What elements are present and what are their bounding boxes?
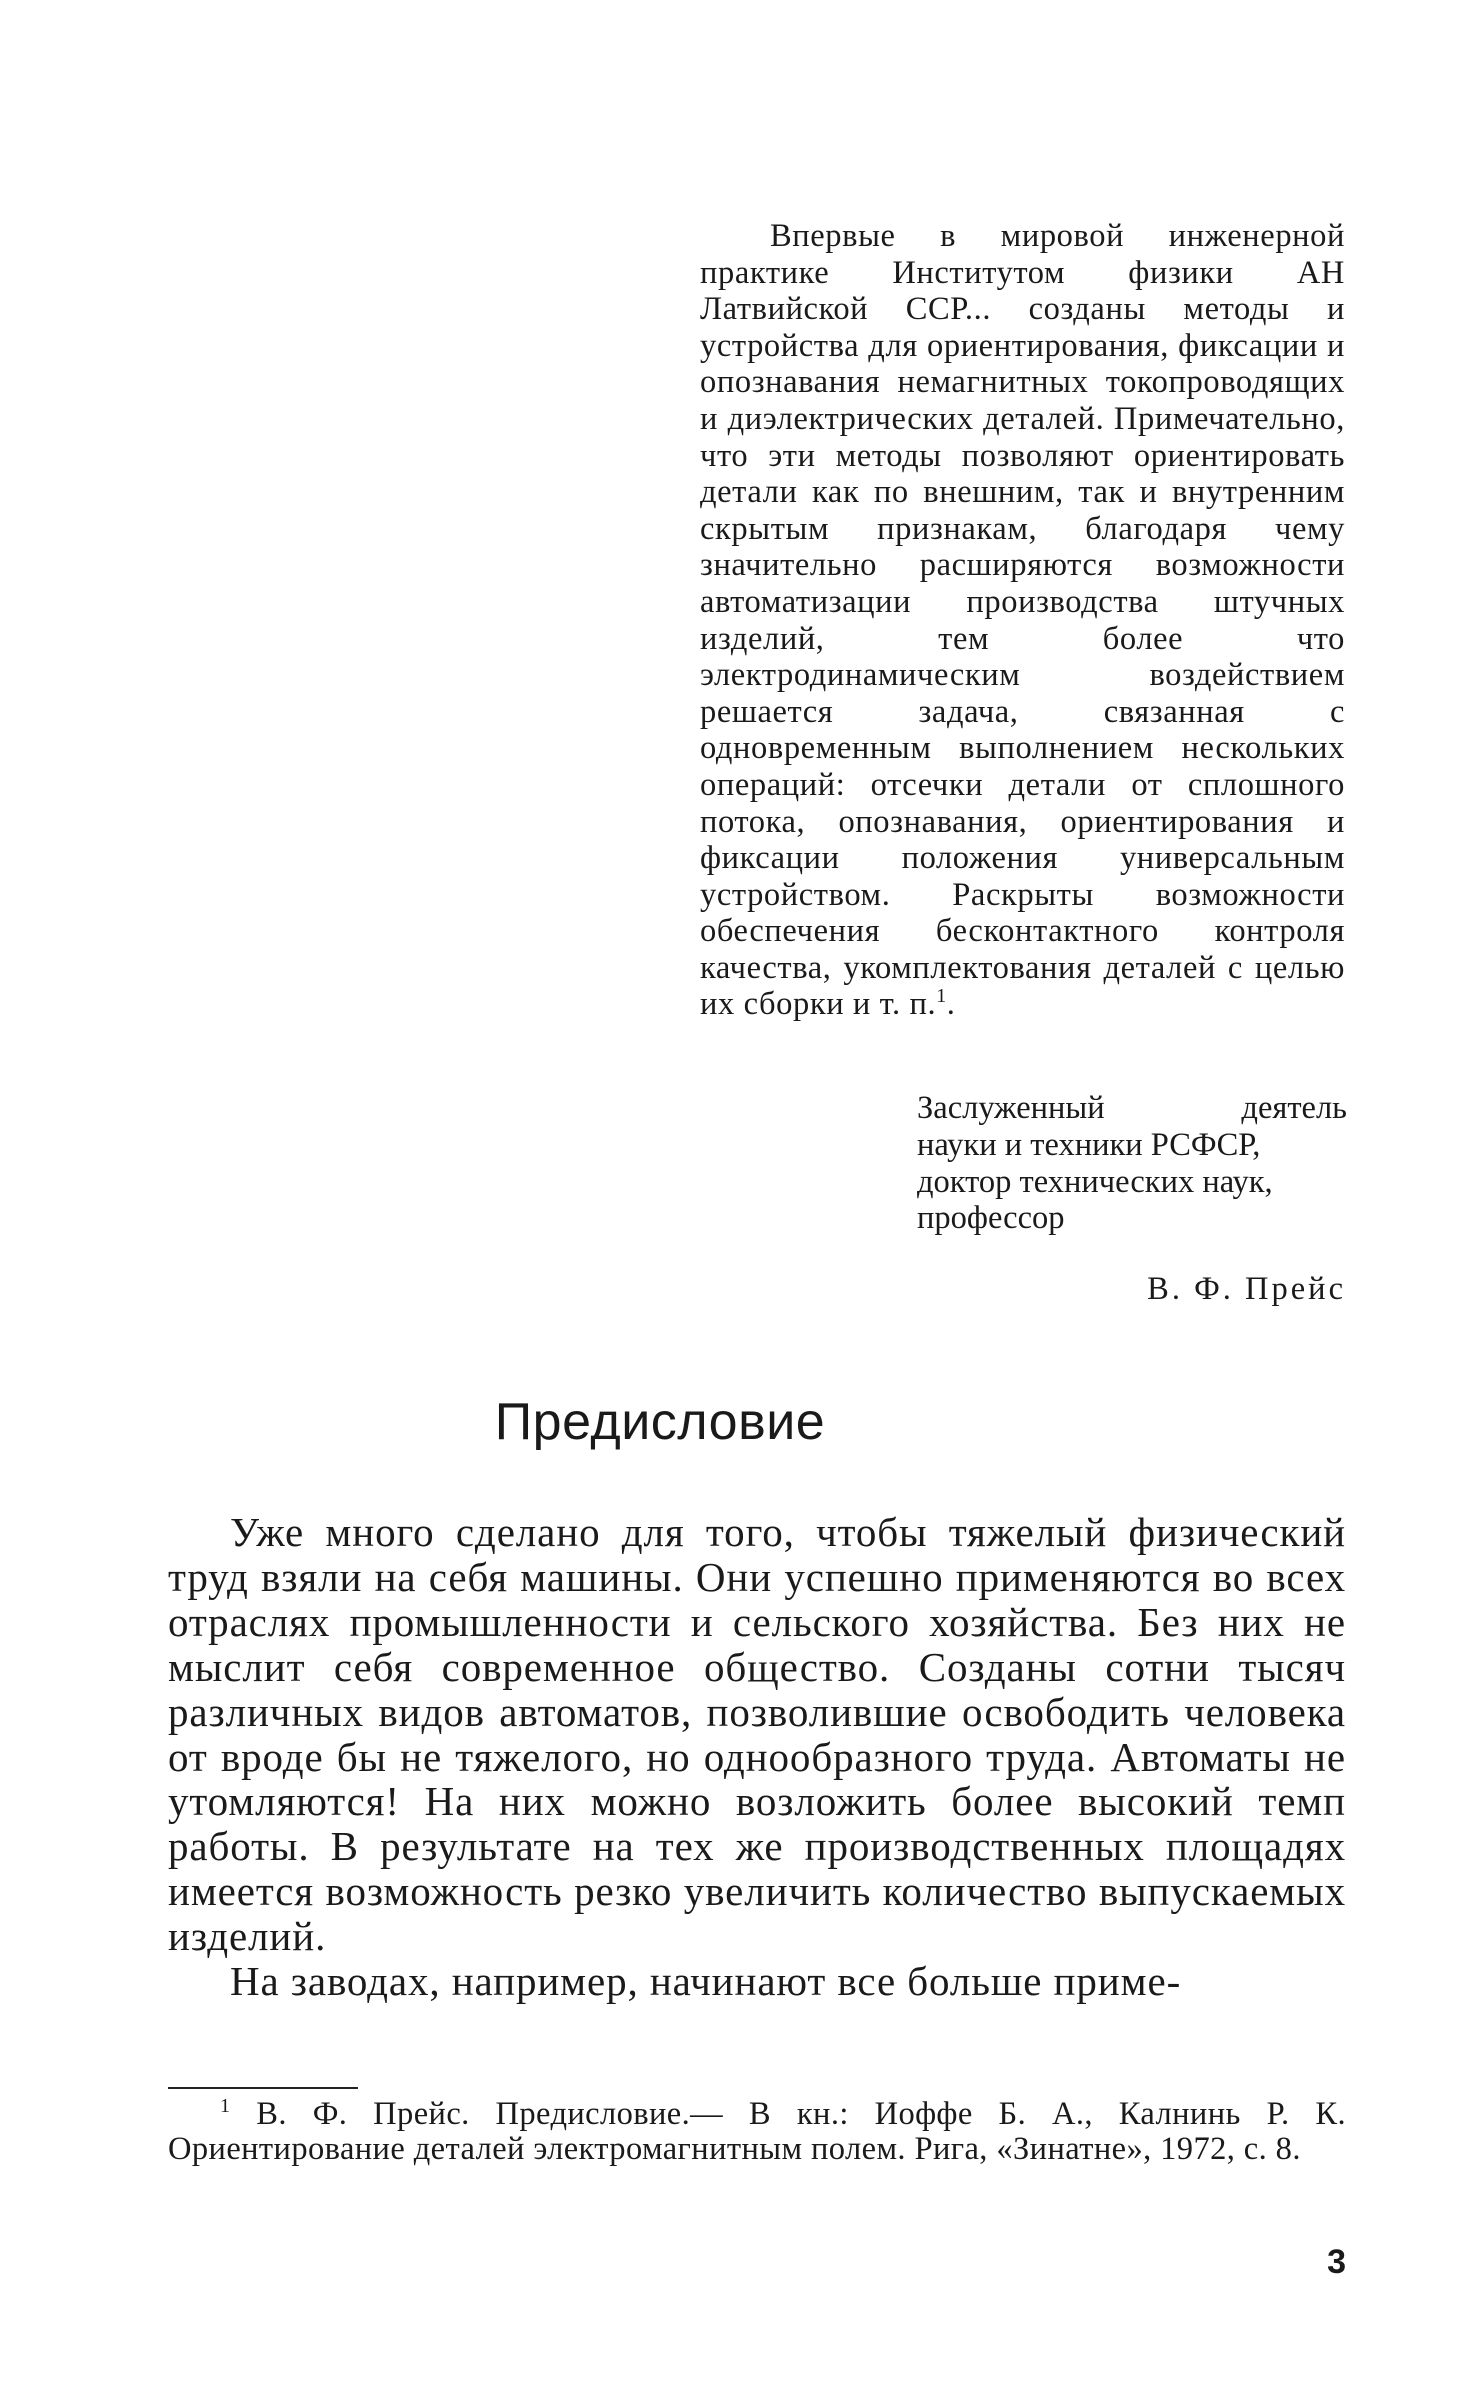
epigraph-footnote-ref: 1 — [936, 985, 947, 1008]
epigraph-text: Впервые в мировой инженерной практике Институтом физики АН Латвийской ССР... созданы методы и устройства для ориентирования, фиксации и опознавания немагнитных токопроводящих и диэлектрических деталей. Примечательно, что эти методы позволяют ориентировать детали как по внешним, так и внутренним скрытым признакам, благодаря чему значительно расширяются возможности автоматизации производства штучных изделий, тем более что электродинамическим воздействием решается задача, связанная с одновременным выполнением нескольких операций: отсечки детали от сплошного потока, опознавания, ориентирования и фиксации положения универсальным устройством. Раскрыты возможности обеспечения бесконтактного контроля качества, укомплектования деталей с целью их сборки и т. п. — [700, 218, 1345, 1023]
body-text — [168, 1510, 1346, 2004]
attribution-line-4: профессор — [917, 1200, 1065, 1237]
footnote — [168, 2097, 1346, 2166]
page-number: 3 — [1327, 2243, 1346, 2281]
footnote-divider — [168, 2087, 358, 2089]
attribution-line-1 — [917, 1090, 1347, 1127]
body-paragraph-2: На заводах, например, начинают все больше приме- — [230, 1958, 1182, 2005]
attribution-line-3: доктор технических наук, — [917, 1163, 1273, 1200]
epigraph-attribution — [917, 1090, 1347, 1237]
body-paragraph-1: Уже много сделано для того, чтобы тяжелый физический труд взяли на себя машины. Они успешно применяются во всех отраслях промышленности и сельского хозяйства. Без них не мыслит себя современное общество. Созданы сотни тысяч различных видов автоматов, позволившие освободить человека от вроде бы не тяжелого, но однообразного труда. Автоматы не утомляются! На них можно возложить более высокий темп работы. В результате на тех же производственных площадях имеется возможность резко увеличить количество выпускаемых изделий. — [168, 1509, 1346, 1960]
epigraph-author: В. Ф. Прейс — [1147, 1271, 1346, 1307]
footnote-marker: 1 — [220, 2095, 231, 2118]
attribution-line-1a: Заслуженный — [917, 1090, 1105, 1126]
epigraph-quote — [700, 218, 1345, 1023]
attribution-line-2: науки и техники РСФСР, — [917, 1126, 1261, 1163]
footnote-text: В. Ф. Прейс. Предисловие.— В кн.: Иоффе Б. А., Калнинь Р. К. Ориентирование деталей электромагнитным полем. Рига, «Зинатне», 1972, с. 8. — [168, 2096, 1346, 2167]
section-heading: Предисловие — [494, 1393, 826, 1451]
attribution-line-1b: деятель — [1241, 1090, 1347, 1126]
epigraph-end: . — [946, 986, 956, 1023]
